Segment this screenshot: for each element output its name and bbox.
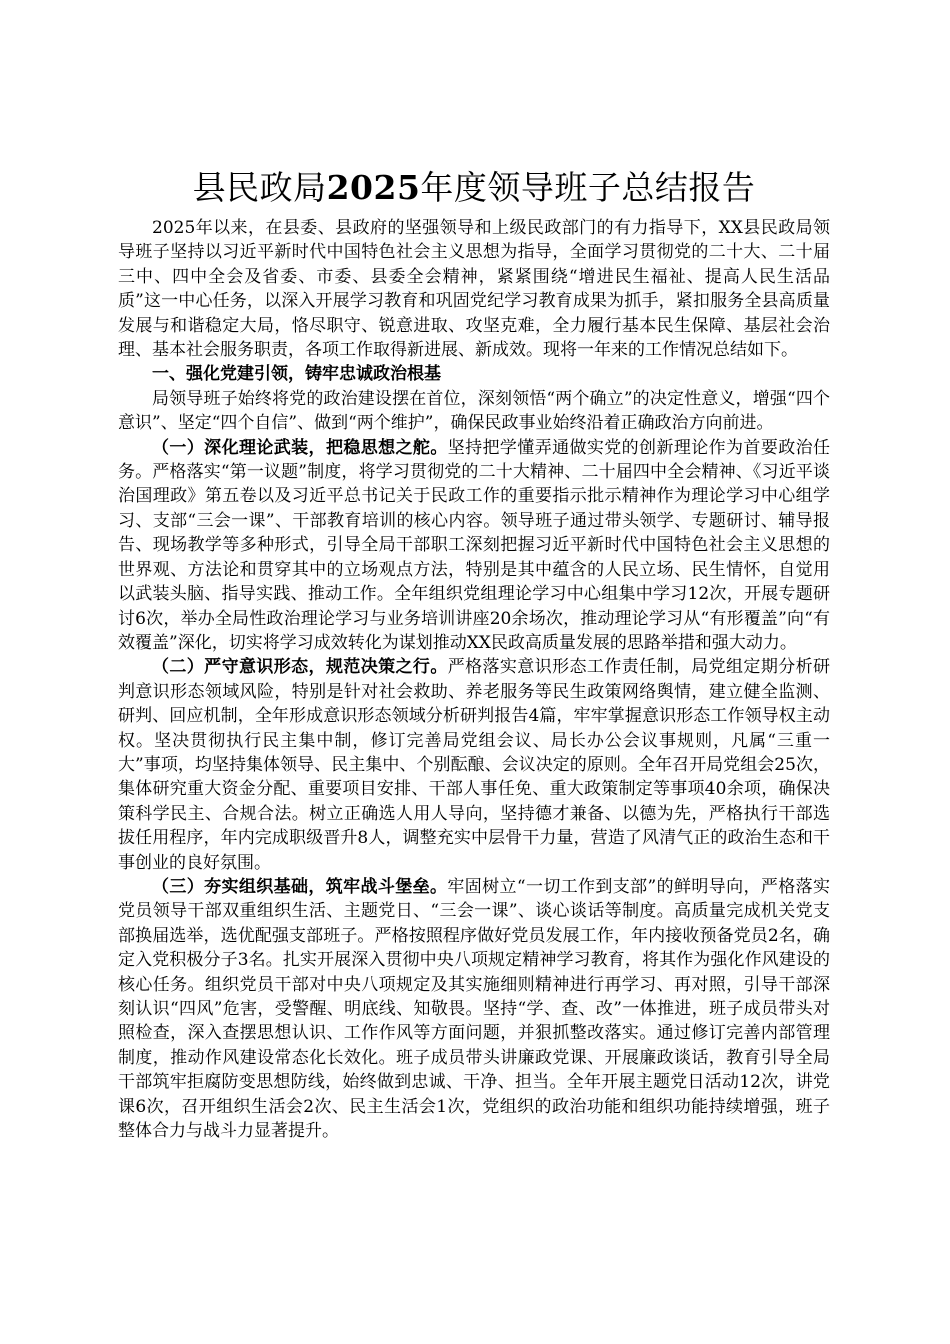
subsection-2-text: 严格落实意识形态工作责任制，局党组定期分析研判意识形态领域风险，特别是针对社会救助、养老服务等民生政策网络舆情，建立健全监测、研判、回应机制，全年形成意识形态领域分析研判报告4篇，牢牢掌握意识形态工作领导权主动权。坚决贯彻执行民主集中制，修订完善局党组会议、局长办公会议事规则，凡属“三重一大”事项，均坚持集体领导、民主集中、个别酝酿、会议决定的原则。全年召开局党组会25次，集体研究重大资金分配、重要项目安排、干部人事任免、重大政策制定等事项40余项，确保决策科学民主、合规合法。树立正确选人用人导向，坚持德才兼备、以德为先，严格执行干部选拔任用程序，年内完成职级晋升8人，调整充实中层骨干力量，营造了风清气正的政治生态和干事创业的良好氛围。 [118,657,831,873]
subsection-2-heading: （二）严守意识形态，规范决策之行。 [152,657,448,678]
subsection-1-paragraph [118,436,830,656]
subsection-3-text: 牢固树立“一切工作到支部”的鲜明导向，严格落实党员领导干部双重组织生活、主题党日、“三会一课”、谈心谈话等制度。高质量完成机关党支部换届选举，选优配强支部班子。严格按照程序做好党员发展工作，年内接收预备党员2名，确定入党积极分子3名。扎实开展深入贯彻中央八项规定精神学习教育，将其作为强化作风建设的核心任务。组织党员干部对中央八项规定及其实施细则精神进行再学习、再对照，引导干部深刻认识“四风”危害，受警醒、明底线、知敬畏。坚持“学、查、改”一体推进，班子成员带头对照检查，深入查摆思想认识、工作作风等方面问题，并狠抓整改落实。通过修订完善内部管理制度，推动作风建设常态化长效化。班子成员带头讲廉政党课、开展廉政谈话，教育引导全局干部筑牢拒腐防变思想防线，始终做到忠诚、干净、担当。全年开展主题党日活动12次，讲党课6次，召开组织生活会2次、民主生活会1次，党组织的政治功能和组织功能持续增强，班子整体合力与战斗力显著提升。 [118,876,830,1142]
section-1-heading: 一、强化党建引领，铸牢忠诚政治根基 [152,364,441,385]
title-year: 2025 [326,168,421,207]
document-title [118,166,830,210]
title-suffix: 年度领导班子总结报告 [420,168,756,207]
subsection-1-heading: （一）深化理论武装，把稳思想之舵。 [152,437,448,458]
intro-paragraph: 2025年以来，在县委、县政府的坚强领导和上级民政部门的有力指导下，XX县民政局领导班子坚持以习近平新时代中国特色社会主义思想为指导，全面学习贯彻党的二十大、二十届三中、四中全会及省委、市委、县委全会精神，紧紧围绕“增进民生福祉、提高人民生活品质”这一中心任务，以深入开展学习教育和巩固党纪学习教育成果为抓手，紧扣服务全县高质量发展与和谐稳定大局，恪尽职守、锐意进取、攻坚克难，全力履行基本民生保障、基层社会治理、基本社会服务职责，各项工作取得新进展、新成效。现将一年来的工作情况总结如下。 [118,218,830,361]
subsection-2-paragraph [118,655,830,875]
subsection-3-heading: （三）夯实组织基础，筑牢战斗堡垒。 [152,876,448,897]
subsection-1-text: 坚持把学懂弄通做实党的创新理论作为首要政治任务。严格落实“第一议题”制度，将学习贯彻党的二十大精神、二十届四中全会精神、《习近平谈治国理政》第五卷以及习近平总书记关于民政工作的重要指示批示精神作为理论学习中心组学习、支部“三会一课”、干部教育培训的核心内容。领导班子通过带头领学、专题研讨、辅导报告、现场教学等多种形式，引导全局干部职工深刻把握习近平新时代中国特色社会主义思想的世界观、方法论和贯穿其中的立场观点方法，特别是其中蕴含的人民立场、民生情怀，自觉用以武装头脑、指导实践、推动工作。全年组织党组理论学习中心组集中学习12次，开展专题研讨6次，举办全局性政治理论学习与业务培训讲座20余场次，推动理论学习从“有形覆盖”向“有效覆盖”深化，切实将学习成效转化为谋划推动XX民政高质量发展的思路举措和强大动力。 [118,437,831,653]
section-1-intro: 局领导班子始终将党的政治建设摆在首位，深刻领悟“两个确立”的决定性意义，增强“四个意识”、坚定“四个自信”、做到“两个维护”，确保民政事业始终沿着正确政治方向前进。 [118,388,830,434]
title-prefix: 县民政局 [192,168,327,207]
subsection-3-paragraph [118,875,830,1143]
